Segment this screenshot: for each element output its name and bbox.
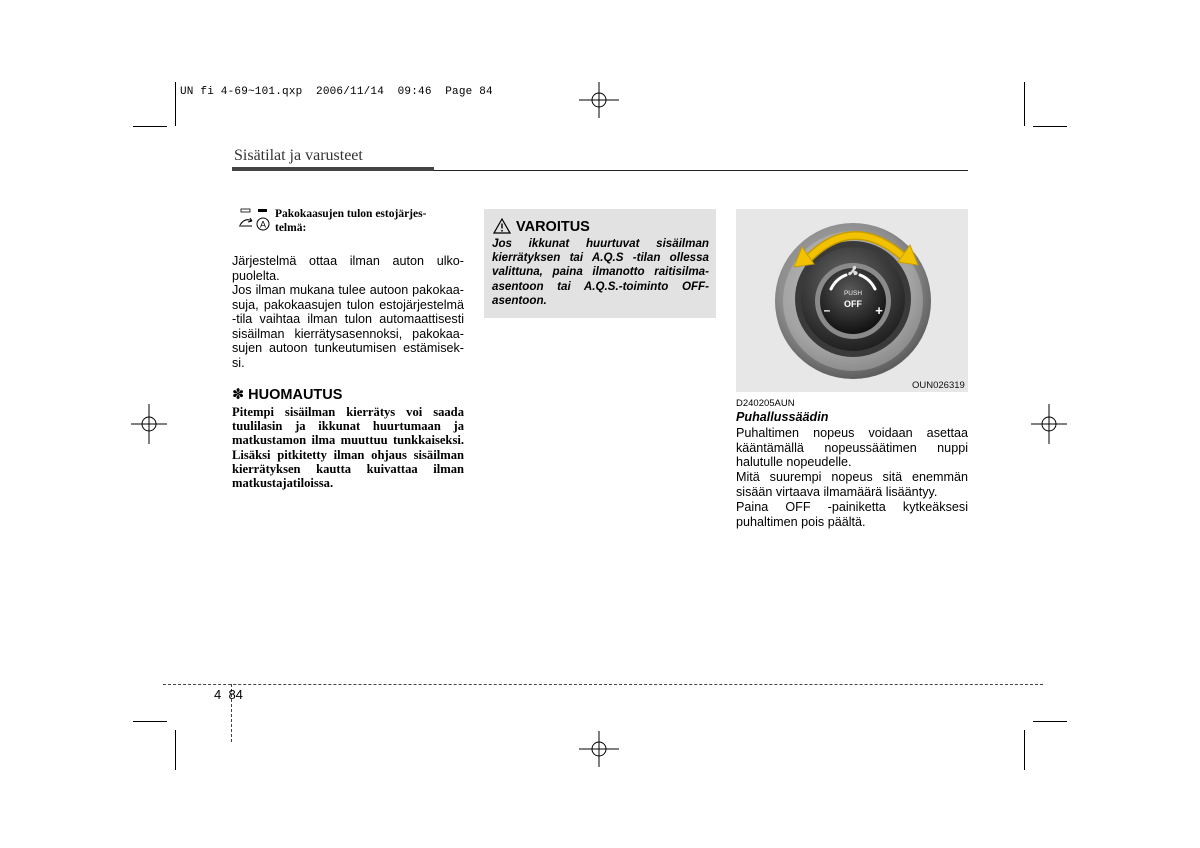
reference-code: D240205AUN [736,398,795,409]
crop-mark [1033,126,1067,127]
feature-heading [275,207,455,235]
knob-minus-label: – [823,303,831,317]
registration-mark-icon [129,402,169,446]
feature-heading-line2: telmä: [275,222,307,234]
note-body: Pitempi sisäilman kierrätys voi saada tuulilasin ja ikkunat huurtumaan ja matkustamon ilma muuttuu tunkkaiseksi. Lisäksi pitkitetty ilman ohjaus sisäilman kierrätyksen kautta kuivattaa ilman matkustajatiloissa. [232,405,464,491]
svg-text:A: A [259,219,267,230]
knob-push-label: PUSH [843,290,863,297]
registration-mark-icon [1029,402,1069,446]
warning-triangle-icon [493,218,511,234]
fan-speed-knob-illustration [736,209,968,392]
knob-plus-label: + [875,303,883,318]
crop-mark [1033,721,1067,722]
warning-body: Jos ikkunat huurtuvat sisäilman kierrätyksen tai A.Q.S -tilan ollessa valittuna, paina ilmanotto raitisilma-asentoon tai A.Q.S.-toiminto OFF-asentoon. [492,237,709,307]
footer-rule [163,684,1043,685]
header-rule-thick [232,167,434,171]
header-rule-thin [434,170,968,171]
paragraph-fan-speed: Puhaltimen nopeus voidaan asettaa kääntämällä nopeussäätimen nuppi halutulle nopeudelle. [736,426,968,469]
feature-heading-line1: Pakokaasujen tulon estojärjes- [275,208,427,220]
crop-mark [175,730,176,770]
fan-knob-photo [736,209,968,392]
paragraph-intake: Järjestelmä ottaa ilman auton ulko-puolelta. [232,254,464,283]
air-recirculation-aqs-icon [238,207,272,233]
page-number: 4 84 [214,687,243,702]
crop-mark [175,82,176,126]
crop-mark [133,721,167,722]
crop-mark [1024,82,1025,126]
registration-mark-icon [577,729,623,769]
paragraph-airflow: Mitä suurempi nopeus sitä enemmän sisään virtaava ilmamäärä lisääntyy. [736,470,968,499]
print-slug: UN fi 4-69~101.qxp 2006/11/14 09:46 Page 84 [180,86,493,98]
paragraph-aqs: Jos ilman mukana tulee autoon pakokaa-suja, pakokaasujen tulon estojärjestelmä -tila vaihtaa ilman tulon automaattisesti sisäilman kierrätysasennoksi, pakokaa-sujen autoon tunkeutumisen estämisek-si. [232,283,464,370]
section-title: Sisätilat ja varusteet [234,147,363,164]
crop-mark [1024,730,1025,770]
knob-off-label: OFF [844,299,862,309]
registration-mark-icon [577,80,623,120]
crop-mark [133,126,167,127]
note-title: ✽ HUOMAUTUS [232,387,343,403]
warning-title: VAROITUS [516,219,590,235]
photo-code: OUN026319 [912,380,965,391]
fan-control-heading: Puhallussäädin [736,410,829,424]
paragraph-off: Paina OFF -painiketta kytkeäksesi puhaltimen pois päältä. [736,500,968,529]
